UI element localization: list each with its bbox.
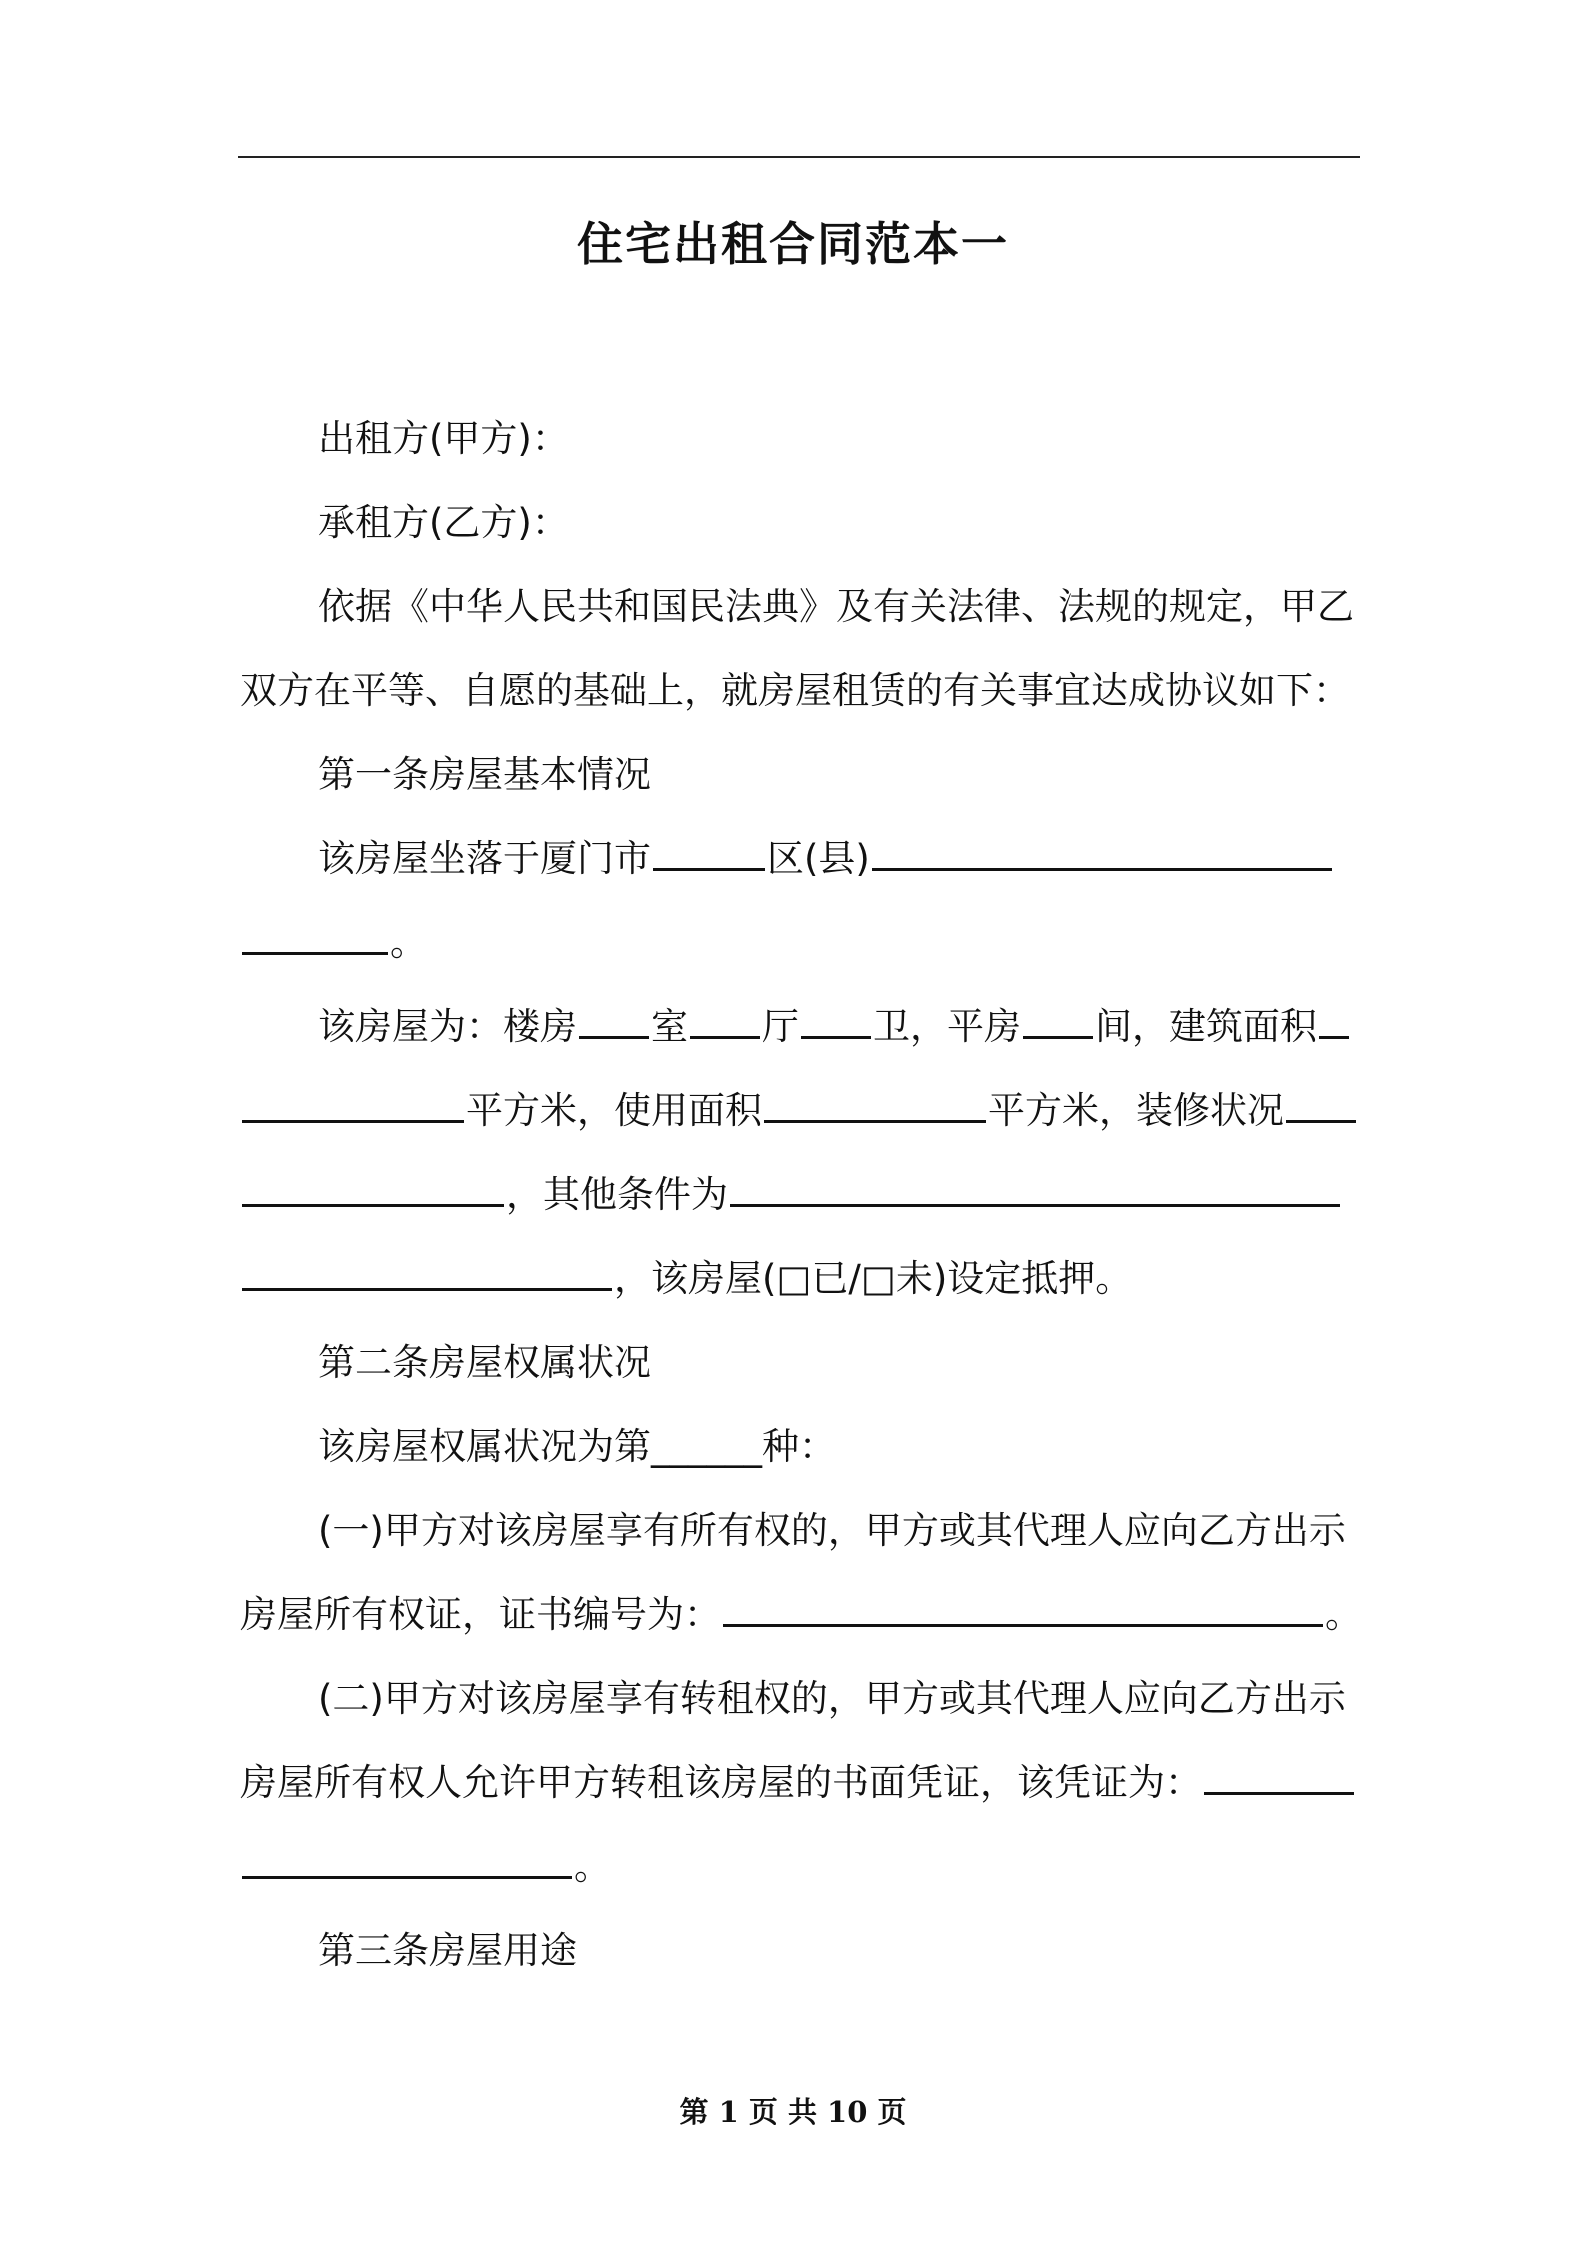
location-line: 该房屋坐落于厦门市 区(县) xyxy=(318,834,1360,884)
ownership-item-2-line-3: 。 xyxy=(240,1842,1360,1892)
floor-area-blank xyxy=(1319,1035,1349,1039)
article-3-title: 第三条房屋用途 xyxy=(318,1929,577,1972)
bungalow-blank xyxy=(1023,1035,1093,1039)
voucher-blank xyxy=(1204,1791,1354,1795)
room-blank xyxy=(579,1035,649,1039)
address-blank-cont xyxy=(242,951,388,955)
address-blank xyxy=(872,867,1332,871)
house-type-line: 该房屋为：楼房 室 厅 卫，平房 间，建筑面积 xyxy=(318,1002,1360,1052)
usable-area-blank xyxy=(764,1119,986,1123)
hall-blank xyxy=(690,1035,760,1039)
intro-line-2: 双方在平等、自愿的基础上，就房屋租赁的有关事宜达成协议如下： xyxy=(240,669,1350,712)
page-footer: 第 1 页 共 10 页 xyxy=(679,2095,907,2129)
ownership-status-line: 该房屋权属状况为第______种： xyxy=(318,1425,836,1468)
ownership-item-1-line-2: 房屋所有权证，证书编号为： 。 xyxy=(240,1593,1362,1636)
mortgage-line: ，该房屋(□已/□未)设定抵押。 xyxy=(240,1254,1360,1304)
district-blank xyxy=(653,867,765,871)
bath-blank xyxy=(801,1035,871,1039)
header-rule xyxy=(238,156,1360,158)
article-2-title: 第二条房屋权属状况 xyxy=(318,1341,651,1384)
area-line: 平方米，使用面积 平方米，装修状况 xyxy=(240,1086,1360,1136)
voucher-blank-cont xyxy=(242,1875,572,1879)
decoration-blank xyxy=(1286,1119,1356,1123)
lessee-line: 承租方(乙方)： xyxy=(318,501,569,544)
intro-line-1: 依据《中华人民共和国民法典》及有关法律、法规的规定，甲乙 xyxy=(318,585,1354,628)
ownership-item-1-line-1: (一)甲方对该房屋享有所有权的，甲方或其代理人应向乙方出示 xyxy=(318,1509,1346,1552)
document-title: 住宅出租合同范本一 xyxy=(577,217,1009,271)
certificate-number-blank xyxy=(723,1623,1323,1627)
ownership-item-2-line-2: 房屋所有权人允许甲方转租该房屋的书面凭证，该凭证为： xyxy=(240,1758,1360,1808)
other-conditions-blank xyxy=(730,1203,1340,1207)
location-line-cont: 。 xyxy=(240,918,1360,968)
floor-area-blank-cont xyxy=(242,1119,464,1123)
other-conditions-line: ，其他条件为 xyxy=(240,1170,1360,1220)
decoration-blank-cont xyxy=(242,1203,504,1207)
article-1-title: 第一条房屋基本情况 xyxy=(318,753,651,796)
lessor-line: 出租方(甲方)： xyxy=(318,417,569,460)
other-conditions-blank-cont xyxy=(242,1287,612,1291)
ownership-item-2-line-1: (二)甲方对该房屋享有转租权的，甲方或其代理人应向乙方出示 xyxy=(318,1677,1346,1720)
